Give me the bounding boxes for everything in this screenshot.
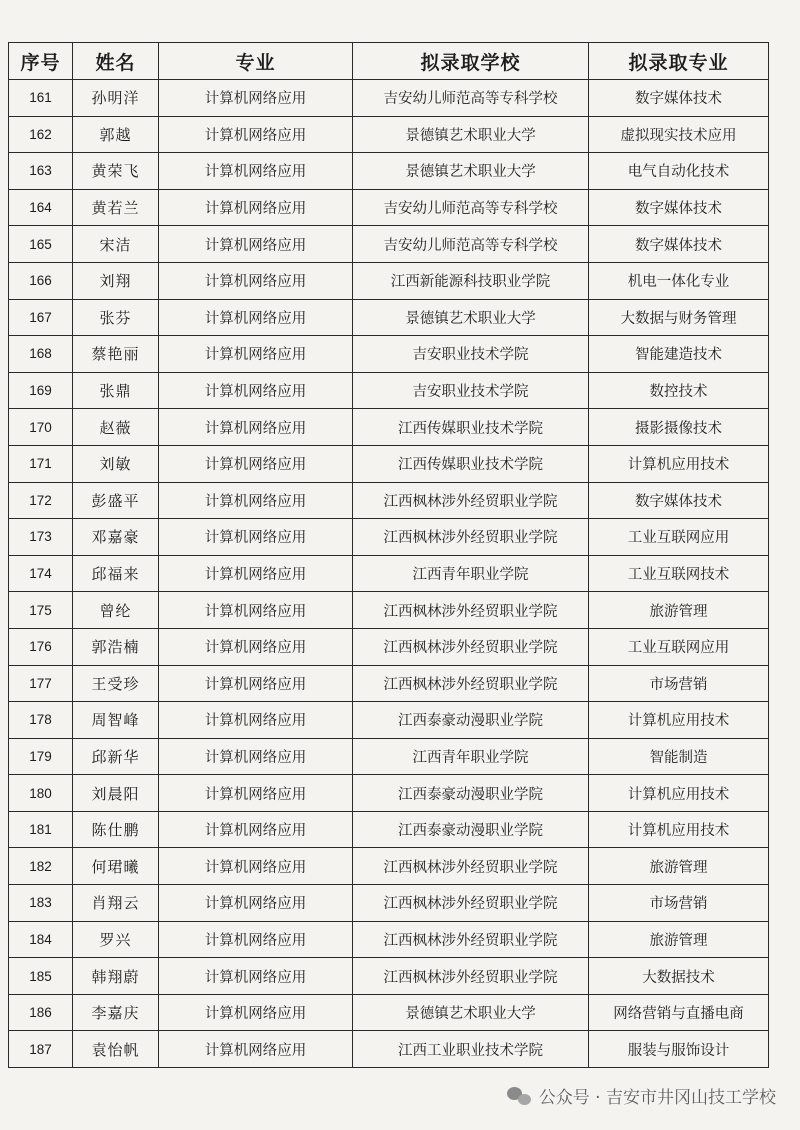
cell-major: 计算机网络应用 — [159, 299, 353, 336]
cell-seq: 183 — [9, 885, 73, 922]
table-row — [9, 665, 769, 702]
cell-major: 计算机网络应用 — [159, 592, 353, 629]
cell-admit-major: 计算机应用技术 — [589, 775, 769, 812]
cell-major: 计算机网络应用 — [159, 153, 353, 190]
table-row — [9, 482, 769, 519]
cell-school: 江西工业职业技术学院 — [353, 1031, 589, 1068]
cell-school: 江西枫林涉外经贸职业学院 — [353, 482, 589, 519]
cell-name: 黄荣飞 — [73, 153, 159, 190]
cell-admit-major: 计算机应用技术 — [589, 811, 769, 848]
cell-seq: 186 — [9, 994, 73, 1031]
cell-admit-major: 数字媒体技术 — [589, 80, 769, 117]
watermark-text: 公众号 · 吉安市井冈山技工学校 — [538, 1088, 776, 1108]
header-major: 专业 — [159, 43, 353, 80]
cell-seq: 163 — [9, 153, 73, 190]
cell-name: 邓嘉豪 — [73, 519, 159, 556]
table-row — [9, 299, 769, 336]
cell-admit-major: 旅游管理 — [589, 592, 769, 629]
cell-seq: 161 — [9, 80, 73, 117]
cell-admit-major: 摄影摄像技术 — [589, 409, 769, 446]
cell-name: 韩翔蔚 — [73, 958, 159, 995]
table-row — [9, 262, 769, 299]
cell-admit-major: 数字媒体技术 — [589, 226, 769, 263]
cell-major: 计算机网络应用 — [159, 848, 353, 885]
admission-list-sheet — [8, 42, 768, 1068]
cell-major: 计算机网络应用 — [159, 628, 353, 665]
cell-admit-major: 数字媒体技术 — [589, 189, 769, 226]
cell-name: 张芬 — [73, 299, 159, 336]
cell-seq: 185 — [9, 958, 73, 995]
cell-admit-major: 市场营销 — [589, 885, 769, 922]
cell-name: 刘翔 — [73, 262, 159, 299]
cell-admit-major: 工业互联网应用 — [589, 519, 769, 556]
cell-name: 邱福来 — [73, 555, 159, 592]
cell-major: 计算机网络应用 — [159, 921, 353, 958]
cell-school: 江西枫林涉外经贸职业学院 — [353, 885, 589, 922]
cell-seq: 171 — [9, 445, 73, 482]
cell-seq: 164 — [9, 189, 73, 226]
wechat-watermark — [507, 1083, 776, 1108]
header-name: 姓名 — [73, 43, 159, 80]
cell-seq: 182 — [9, 848, 73, 885]
cell-name: 何珺曦 — [73, 848, 159, 885]
admission-table — [8, 42, 769, 1068]
wechat-icon — [507, 1085, 533, 1107]
cell-major: 计算机网络应用 — [159, 555, 353, 592]
table-row — [9, 80, 769, 117]
cell-admit-major: 市场营销 — [589, 665, 769, 702]
cell-school: 江西枫林涉外经贸职业学院 — [353, 921, 589, 958]
table-row — [9, 372, 769, 409]
cell-name: 袁怡帆 — [73, 1031, 159, 1068]
header-admit-school: 拟录取学校 — [353, 43, 589, 80]
cell-major: 计算机网络应用 — [159, 665, 353, 702]
header-seq: 序号 — [9, 43, 73, 80]
cell-seq: 165 — [9, 226, 73, 263]
table-row — [9, 555, 769, 592]
cell-major: 计算机网络应用 — [159, 702, 353, 739]
cell-admit-major: 智能制造 — [589, 738, 769, 775]
cell-school: 江西枫林涉外经贸职业学院 — [353, 519, 589, 556]
table-row — [9, 848, 769, 885]
table-row — [9, 226, 769, 263]
table-row — [9, 336, 769, 373]
cell-school: 江西泰豪动漫职业学院 — [353, 702, 589, 739]
cell-seq: 167 — [9, 299, 73, 336]
cell-seq: 174 — [9, 555, 73, 592]
table-row — [9, 189, 769, 226]
cell-name: 郭越 — [73, 116, 159, 153]
cell-name: 陈仕鹏 — [73, 811, 159, 848]
cell-name: 黄若兰 — [73, 189, 159, 226]
cell-school: 江西枫林涉外经贸职业学院 — [353, 958, 589, 995]
cell-school: 江西泰豪动漫职业学院 — [353, 811, 589, 848]
cell-seq: 179 — [9, 738, 73, 775]
cell-school: 吉安幼儿师范高等专科学校 — [353, 189, 589, 226]
cell-name: 张鼎 — [73, 372, 159, 409]
cell-school: 江西传媒职业技术学院 — [353, 445, 589, 482]
table-row — [9, 994, 769, 1031]
table-header-row — [9, 43, 769, 80]
cell-admit-major: 工业互联网应用 — [589, 628, 769, 665]
cell-seq: 173 — [9, 519, 73, 556]
cell-major: 计算机网络应用 — [159, 80, 353, 117]
cell-school: 吉安职业技术学院 — [353, 372, 589, 409]
table-body — [9, 80, 769, 1068]
cell-name: 邱新华 — [73, 738, 159, 775]
cell-school: 景德镇艺术职业大学 — [353, 299, 589, 336]
cell-seq: 181 — [9, 811, 73, 848]
cell-school: 江西泰豪动漫职业学院 — [353, 775, 589, 812]
cell-admit-major: 计算机应用技术 — [589, 445, 769, 482]
cell-school: 江西枫林涉外经贸职业学院 — [353, 665, 589, 702]
table-row — [9, 116, 769, 153]
cell-major: 计算机网络应用 — [159, 409, 353, 446]
cell-name: 宋洁 — [73, 226, 159, 263]
cell-school: 吉安幼儿师范高等专科学校 — [353, 80, 589, 117]
table-row — [9, 811, 769, 848]
cell-major: 计算机网络应用 — [159, 262, 353, 299]
cell-major: 计算机网络应用 — [159, 226, 353, 263]
cell-seq: 169 — [9, 372, 73, 409]
cell-admit-major: 虚拟现实技术应用 — [589, 116, 769, 153]
cell-major: 计算机网络应用 — [159, 738, 353, 775]
cell-seq: 170 — [9, 409, 73, 446]
table-row — [9, 921, 769, 958]
cell-school: 江西青年职业学院 — [353, 738, 589, 775]
cell-major: 计算机网络应用 — [159, 885, 353, 922]
table-row — [9, 738, 769, 775]
cell-seq: 178 — [9, 702, 73, 739]
cell-admit-major: 旅游管理 — [589, 921, 769, 958]
cell-admit-major: 计算机应用技术 — [589, 702, 769, 739]
cell-major: 计算机网络应用 — [159, 775, 353, 812]
cell-seq: 168 — [9, 336, 73, 373]
cell-name: 彭盛平 — [73, 482, 159, 519]
cell-school: 吉安幼儿师范高等专科学校 — [353, 226, 589, 263]
cell-major: 计算机网络应用 — [159, 372, 353, 409]
cell-school: 江西枫林涉外经贸职业学院 — [353, 848, 589, 885]
cell-school: 江西青年职业学院 — [353, 555, 589, 592]
table-row — [9, 885, 769, 922]
cell-school: 江西枫林涉外经贸职业学院 — [353, 592, 589, 629]
cell-name: 赵薇 — [73, 409, 159, 446]
cell-admit-major: 电气自动化技术 — [589, 153, 769, 190]
cell-school: 江西传媒职业技术学院 — [353, 409, 589, 446]
table-row — [9, 445, 769, 482]
cell-major: 计算机网络应用 — [159, 116, 353, 153]
cell-seq: 184 — [9, 921, 73, 958]
cell-admit-major: 数字媒体技术 — [589, 482, 769, 519]
cell-name: 周智峰 — [73, 702, 159, 739]
cell-school: 景德镇艺术职业大学 — [353, 116, 589, 153]
cell-school: 江西新能源科技职业学院 — [353, 262, 589, 299]
cell-major: 计算机网络应用 — [159, 445, 353, 482]
cell-admit-major: 网络营销与直播电商 — [589, 994, 769, 1031]
cell-major: 计算机网络应用 — [159, 482, 353, 519]
cell-major: 计算机网络应用 — [159, 811, 353, 848]
cell-seq: 166 — [9, 262, 73, 299]
cell-admit-major: 机电一体化专业 — [589, 262, 769, 299]
cell-name: 刘敏 — [73, 445, 159, 482]
table-row — [9, 153, 769, 190]
cell-seq: 180 — [9, 775, 73, 812]
cell-name: 王受珍 — [73, 665, 159, 702]
cell-seq: 187 — [9, 1031, 73, 1068]
table-row — [9, 958, 769, 995]
cell-admit-major: 智能建造技术 — [589, 336, 769, 373]
table-row — [9, 519, 769, 556]
cell-major: 计算机网络应用 — [159, 958, 353, 995]
cell-major: 计算机网络应用 — [159, 1031, 353, 1068]
cell-major: 计算机网络应用 — [159, 189, 353, 226]
cell-school: 吉安职业技术学院 — [353, 336, 589, 373]
cell-major: 计算机网络应用 — [159, 336, 353, 373]
cell-seq: 172 — [9, 482, 73, 519]
cell-name: 李嘉庆 — [73, 994, 159, 1031]
cell-admit-major: 大数据技术 — [589, 958, 769, 995]
cell-seq: 176 — [9, 628, 73, 665]
cell-name: 蔡艳丽 — [73, 336, 159, 373]
cell-name: 刘晨阳 — [73, 775, 159, 812]
cell-admit-major: 大数据与财务管理 — [589, 299, 769, 336]
cell-admit-major: 服装与服饰设计 — [589, 1031, 769, 1068]
cell-school: 景德镇艺术职业大学 — [353, 153, 589, 190]
table-row — [9, 1031, 769, 1068]
cell-seq: 162 — [9, 116, 73, 153]
cell-name: 罗兴 — [73, 921, 159, 958]
table-row — [9, 628, 769, 665]
cell-name: 孙明洋 — [73, 80, 159, 117]
cell-admit-major: 旅游管理 — [589, 848, 769, 885]
cell-seq: 175 — [9, 592, 73, 629]
table-row — [9, 702, 769, 739]
cell-admit-major: 工业互联网技术 — [589, 555, 769, 592]
cell-major: 计算机网络应用 — [159, 519, 353, 556]
header-admit-major: 拟录取专业 — [589, 43, 769, 80]
cell-major: 计算机网络应用 — [159, 994, 353, 1031]
cell-seq: 177 — [9, 665, 73, 702]
cell-school: 江西枫林涉外经贸职业学院 — [353, 628, 589, 665]
cell-admit-major: 数控技术 — [589, 372, 769, 409]
cell-name: 郭浩楠 — [73, 628, 159, 665]
cell-name: 曾纶 — [73, 592, 159, 629]
table-row — [9, 775, 769, 812]
cell-name: 肖翔云 — [73, 885, 159, 922]
table-row — [9, 592, 769, 629]
cell-school: 景德镇艺术职业大学 — [353, 994, 589, 1031]
table-row — [9, 409, 769, 446]
